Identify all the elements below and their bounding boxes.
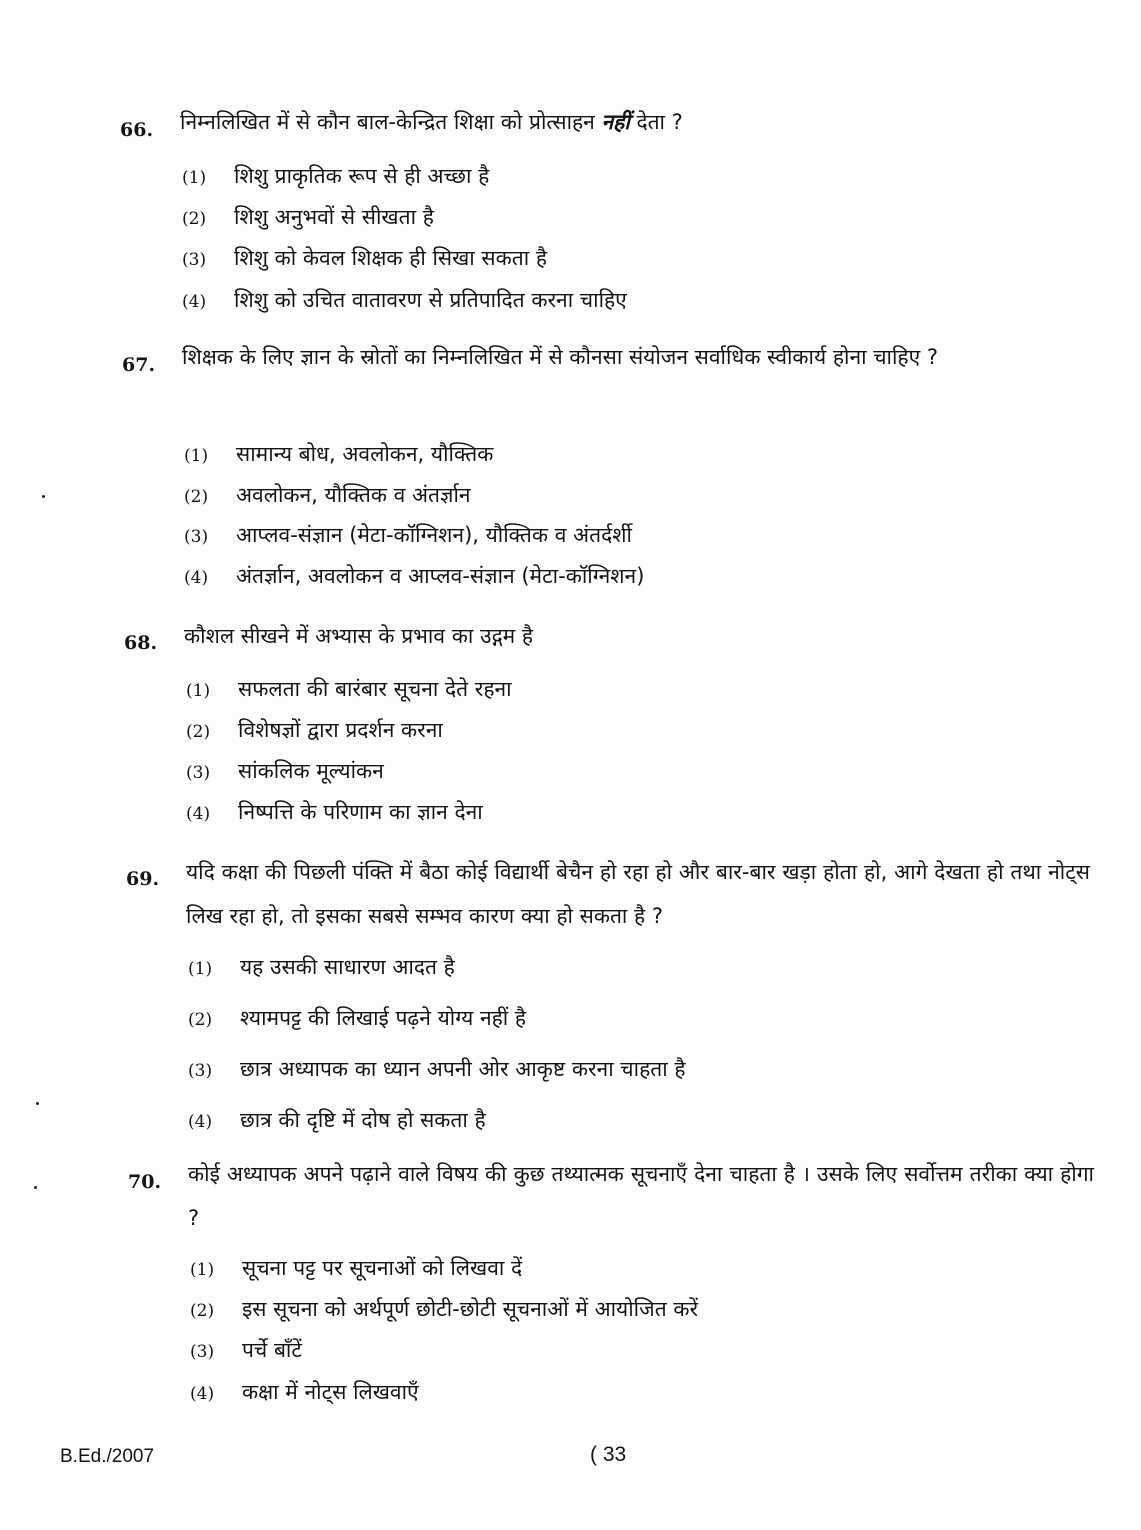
option-text: सांकलिक मूल्यांकन bbox=[238, 759, 384, 783]
option-text: पर्चे बाँटें bbox=[242, 1338, 302, 1362]
question-number: 68. bbox=[124, 632, 158, 654]
question-number: 69. bbox=[126, 868, 160, 890]
option-text: छात्र की दृष्टि में दोष हो सकता है bbox=[240, 1108, 486, 1132]
option-text: शिशु को उचित वातावरण से प्रतिपादित करना चाहिए bbox=[234, 288, 627, 312]
option-number: (1) bbox=[184, 446, 209, 466]
question-number: 67. bbox=[122, 354, 156, 376]
option-2 bbox=[190, 1295, 698, 1323]
stem-emphasis: नहीं bbox=[601, 110, 630, 134]
option-text: शिशु को केवल शिक्षक ही सिखा सकता है bbox=[234, 246, 547, 270]
option-text: अवलोकन, यौक्तिक व अंतर्ज्ञान bbox=[236, 483, 471, 507]
option-1 bbox=[188, 953, 455, 981]
option-number: (2) bbox=[182, 209, 207, 229]
option-number: (1) bbox=[186, 681, 211, 701]
option-number: (4) bbox=[184, 568, 209, 588]
option-3 bbox=[188, 1055, 685, 1083]
option-4 bbox=[182, 286, 627, 314]
option-number: (4) bbox=[182, 292, 207, 312]
question-number: 70. bbox=[128, 1171, 162, 1193]
option-number: (1) bbox=[188, 959, 213, 979]
option-1 bbox=[184, 440, 493, 468]
option-number: (1) bbox=[190, 1260, 215, 1280]
option-4 bbox=[186, 798, 483, 826]
option-text: इस सूचना को अर्थपूर्ण छोटी-छोटी सूचनाओं में आयोजित करें bbox=[242, 1297, 699, 1321]
option-number: (3) bbox=[184, 527, 209, 547]
option-number: (4) bbox=[186, 804, 211, 824]
question-stem: शिक्षक के लिए ज्ञान के स्रोतों का निम्नलिखित में से कौनसा संयोजन सर्वाधिक स्वीकार्य होना चाहिए ? bbox=[182, 345, 939, 369]
stem-text: निम्नलिखित में से कौन बाल-केन्द्रित शिक्षा को प्रोत्साहन bbox=[180, 110, 602, 134]
option-3 bbox=[184, 521, 632, 549]
option-text: श्यामपट्ट की लिखाई पढ़ने योग्य नहीं है bbox=[240, 1006, 527, 1030]
option-1 bbox=[190, 1254, 522, 1282]
option-3 bbox=[190, 1336, 302, 1364]
option-text: छात्र अध्यापक का ध्यान अपनी ओर आकृष्ट करना चाहता है bbox=[240, 1057, 686, 1081]
option-text: सामान्य बोध, अवलोकन, यौक्तिक bbox=[236, 442, 494, 466]
option-number: (2) bbox=[190, 1301, 215, 1321]
question-stem: यदि कक्षा की पिछली पंक्ति में बैठा कोई विद्यार्थी बेचैन हो रहा हो और बार-बार खड़ा होता हो, आगे देखता हो तथा नोट्स लिख रहा हो, तो इसका सबसे सम्भव कारण क्या हो सकता है ? bbox=[186, 860, 1090, 928]
option-number: (3) bbox=[182, 250, 207, 270]
option-3 bbox=[186, 757, 384, 785]
option-number: (2) bbox=[186, 722, 211, 742]
option-text: सफलता की बारंबार सूचना देते रहना bbox=[238, 677, 512, 701]
option-4 bbox=[190, 1378, 419, 1406]
scan-speck bbox=[42, 495, 45, 498]
option-text: शिशु प्राकृतिक रूप से ही अच्छा है bbox=[234, 164, 490, 188]
stem-text: देता ? bbox=[629, 110, 683, 134]
option-text: सूचना पट्ट पर सूचनाओं को लिखवा दें bbox=[242, 1256, 523, 1280]
option-2 bbox=[188, 1004, 526, 1032]
option-2 bbox=[184, 481, 471, 509]
option-number: (3) bbox=[186, 763, 211, 783]
scan-speck bbox=[36, 1102, 39, 1105]
option-1 bbox=[182, 162, 489, 190]
option-4 bbox=[188, 1106, 486, 1134]
question-stem: कौशल सीखने में अभ्यास के प्रभाव का उद्गम है bbox=[184, 624, 534, 648]
option-text: शिशु अनुभवों से सीखता है bbox=[234, 205, 434, 229]
option-2 bbox=[182, 203, 434, 231]
option-2 bbox=[186, 716, 443, 744]
option-3 bbox=[182, 244, 547, 272]
option-4 bbox=[184, 562, 644, 590]
option-number: (3) bbox=[188, 1061, 213, 1081]
option-number: (4) bbox=[188, 1112, 213, 1132]
option-number: (1) bbox=[182, 168, 207, 188]
option-1 bbox=[186, 675, 512, 703]
scan-speck bbox=[34, 1186, 37, 1189]
option-number: (2) bbox=[184, 487, 209, 507]
option-text: कक्षा में नोट्स लिखवाएँ bbox=[242, 1380, 419, 1404]
option-number: (2) bbox=[188, 1010, 213, 1030]
option-text: आप्लव-संज्ञान (मेटा-कॉग्निशन), यौक्तिक व अंतर्दर्शी bbox=[236, 523, 632, 547]
exam-code: B.Ed./2007 bbox=[60, 1446, 155, 1467]
question-number: 66. bbox=[120, 119, 154, 141]
option-text: अंतर्ज्ञान, अवलोकन व आप्लव-संज्ञान (मेटा-कॉग्निशन) bbox=[236, 564, 645, 588]
option-number: (3) bbox=[190, 1342, 215, 1362]
option-text: यह उसकी साधारण आदत है bbox=[240, 955, 455, 979]
option-text: निष्पत्ति के परिणाम का ज्ञान देना bbox=[238, 800, 483, 824]
option-text: विशेषज्ञों द्वारा प्रदर्शन करना bbox=[238, 718, 443, 742]
question-stem bbox=[180, 100, 840, 144]
question-stem: कोई अध्यापक अपने पढ़ाने वाले विषय की कुछ तथ्यात्मक सूचनाएँ देना चाहता है । उसके लिए सर्वोत्तम तरीका क्या होगा ? bbox=[188, 1162, 1094, 1230]
option-number: (4) bbox=[190, 1384, 215, 1404]
page-number: ( 33 bbox=[590, 1443, 627, 1466]
